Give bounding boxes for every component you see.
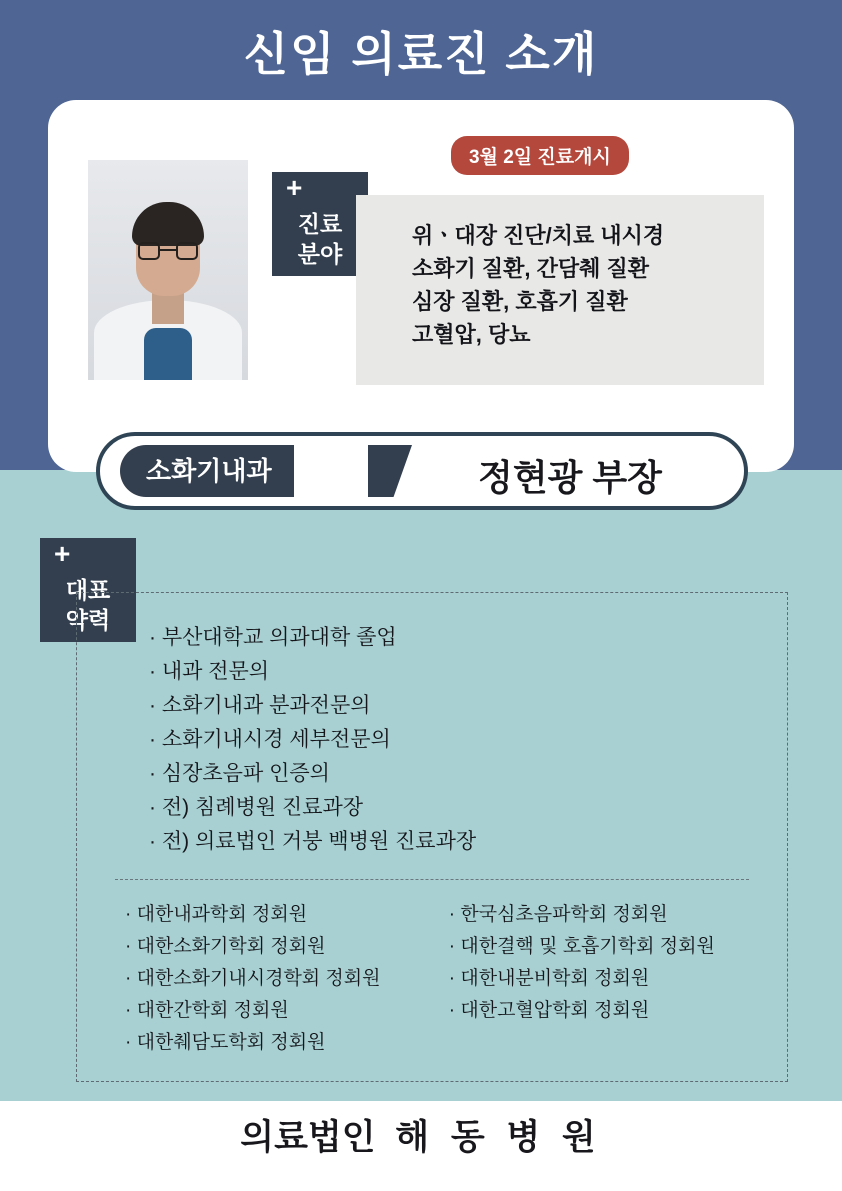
- specialty-item: 소화기 질환, 간담췌 질환: [412, 256, 649, 281]
- specialty-tab-line1: 진료: [297, 211, 343, 237]
- membership-item: · 한국심초음파학회 정회원: [448, 904, 668, 925]
- career-item: · 소화기내시경 세부전문의: [149, 728, 391, 751]
- footer: [0, 1110, 842, 1160]
- career-tab-line2: 약력: [65, 607, 111, 633]
- doctor-name: 정현광 부장: [478, 457, 662, 498]
- career-item: · 심장초음파 인증의: [149, 762, 330, 785]
- membership-lists: [125, 899, 763, 1059]
- specialty-tab: [272, 172, 368, 276]
- glasses-left-lens: [138, 242, 160, 260]
- page-title: 신임 의료진 소개: [243, 28, 599, 80]
- career-list: [149, 621, 476, 859]
- photo-shirt: [144, 328, 192, 380]
- career-box: [76, 592, 788, 1082]
- membership-item: · 대한소화기학회 정회원: [125, 936, 326, 957]
- divider: [115, 879, 749, 880]
- membership-item: · 대한결핵 및 호흡기학회 정회원: [448, 936, 715, 957]
- membership-item: · 대한내분비학회 정회원: [448, 968, 650, 989]
- doctor-photo: [88, 160, 248, 380]
- department-chip: 소화기내과: [120, 445, 294, 497]
- plus-icon: +: [286, 172, 303, 203]
- career-item: · 부산대학교 의과대학 졸업: [149, 626, 397, 649]
- specialty-list: [412, 219, 664, 351]
- start-date-badge: 3월 2일 진료개시: [451, 136, 629, 175]
- career-item: · 내과 전문의: [149, 660, 270, 683]
- career-tab-line1: 대표: [65, 577, 111, 603]
- specialty-item: 심장 질환, 호흡기 질환: [412, 289, 628, 314]
- membership-item: · 대한내과학회 정회원: [125, 904, 308, 925]
- doctor-name-bar: [96, 432, 748, 510]
- career-item: · 소화기내과 분과전문의: [149, 694, 371, 717]
- membership-column-right: [449, 899, 763, 1059]
- footer-hospital-name: 해 동 병 원: [395, 1118, 602, 1157]
- plus-icon: +: [54, 538, 71, 569]
- membership-item: · 대한췌담도학회 정회원: [125, 1032, 326, 1053]
- membership-column-left: [125, 899, 449, 1059]
- glasses-icon: [138, 242, 198, 260]
- membership-item: · 대한고혈압학회 정회원: [448, 1000, 650, 1021]
- footer-prefix: 의료법인: [240, 1118, 376, 1157]
- department-chip-slant: [368, 445, 412, 497]
- career-item: · 전) 침례병원 진료과장: [149, 796, 364, 819]
- specialty-box: [356, 195, 764, 385]
- specialty-tab-line2: 분야: [297, 241, 343, 267]
- career-item: · 전) 의료법인 거붕 백병원 진료과장: [149, 830, 477, 853]
- specialty-item: 위ㆍ대장 진단/치료 내시경: [412, 223, 665, 248]
- membership-item: · 대한소화기내시경학회 정회원: [125, 968, 381, 989]
- glasses-right-lens: [176, 242, 198, 260]
- membership-item: · 대한간학회 정회원: [125, 1000, 289, 1021]
- specialty-item: 고혈압, 당뇨: [412, 322, 531, 347]
- glasses-bridge: [160, 249, 176, 251]
